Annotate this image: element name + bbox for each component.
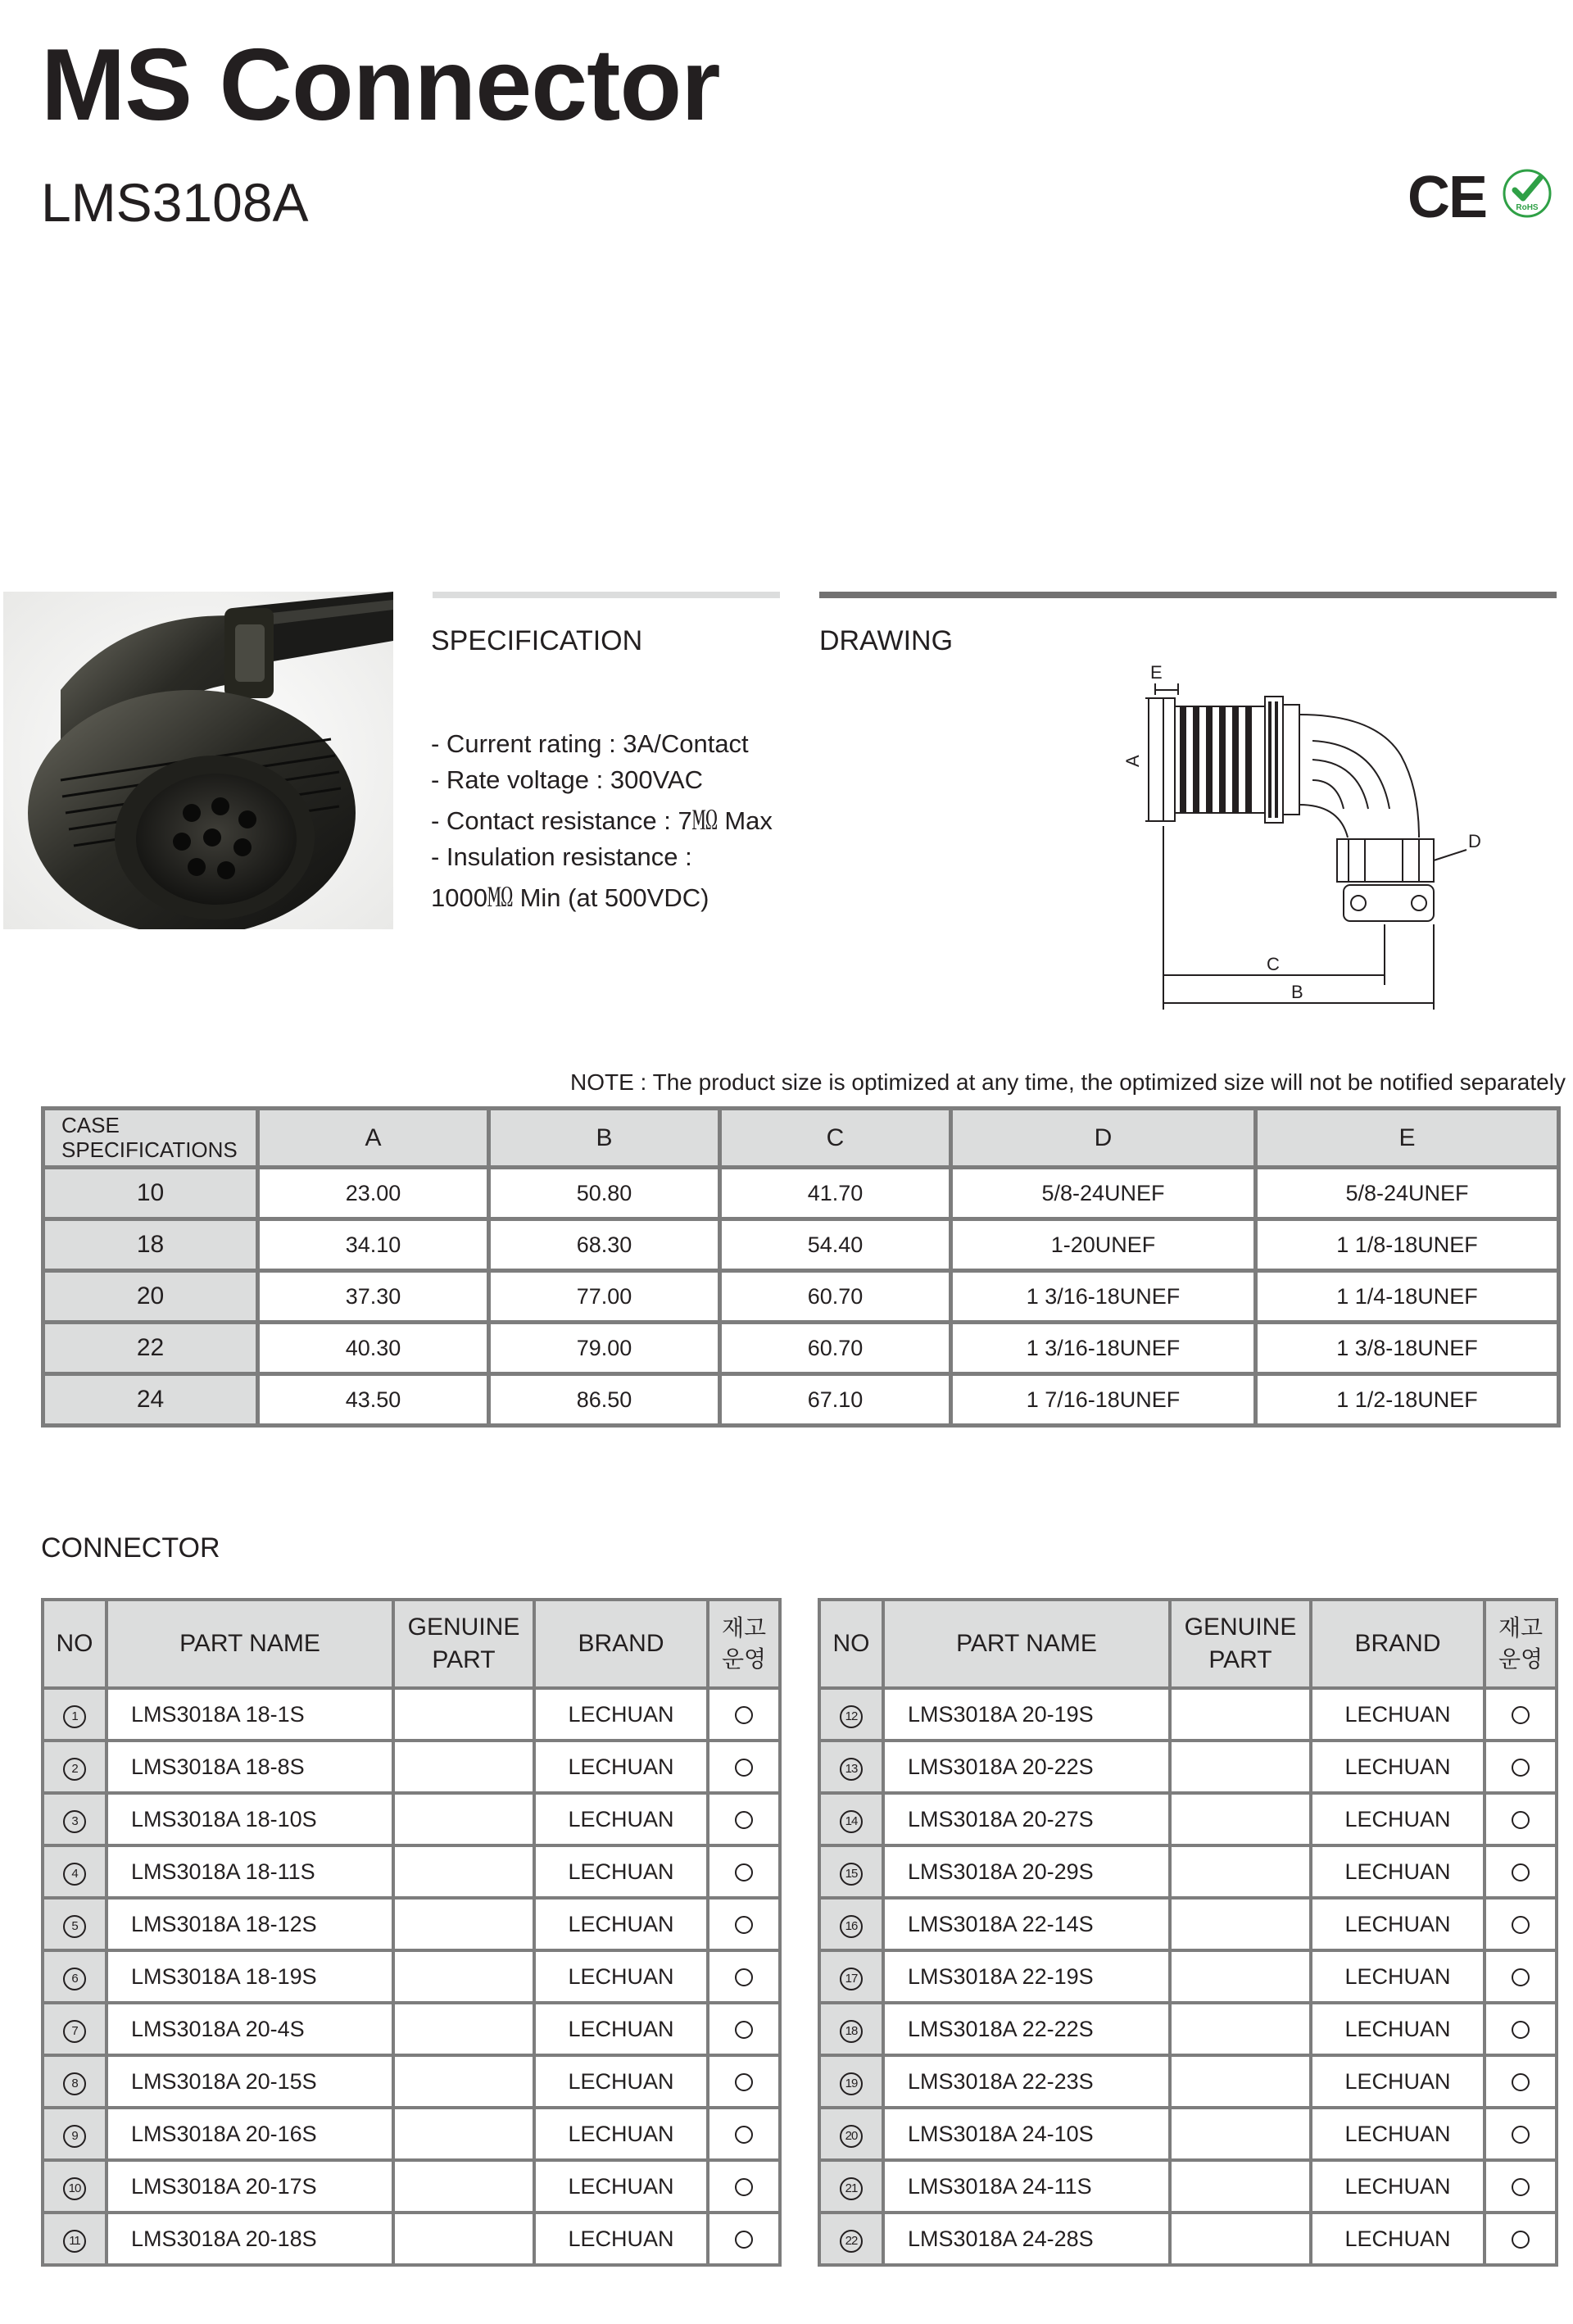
part-name: LMS3018A 18-12S [107,1898,393,1950]
spec-rate-voltage: - Rate voltage : 300VAC [431,765,703,794]
header-b: B [489,1109,720,1168]
connector-row [819,1898,1557,1950]
size-cell-case: 20 [43,1271,258,1323]
row-number [43,2003,107,2055]
specification-title: SPECIFICATION [431,625,643,656]
page-title: MS Connector [41,29,720,142]
part-name: LMS3018A 18-19S [107,1950,393,2003]
size-cell-a: 43.50 [258,1374,489,1426]
genuine-part [393,1845,534,1898]
connector-row [819,1741,1557,1793]
stock-cell [1485,2213,1557,2265]
connector-row [43,2108,780,2160]
stock-cell [708,2213,780,2265]
row-number-badge: 16 [840,1915,863,1938]
spec-insulation-resistance: - Insulation resistance : [431,842,692,871]
row-number [819,1898,883,1950]
part-name: LMS3018A 22-23S [883,2055,1170,2108]
drawing-label-d: D [1468,831,1481,851]
row-number-badge: 9 [63,2125,86,2148]
part-name: LMS3018A 20-29S [883,1845,1170,1898]
size-cell-a: 23.00 [258,1168,489,1219]
connector-row [43,2160,780,2213]
connector-row [819,2108,1557,2160]
stock-circle-icon [1512,1916,1530,1934]
stock-cell [708,1898,780,1950]
genuine-part [393,2055,534,2108]
stock-circle-icon [735,2178,753,2196]
connector-row [43,2213,780,2265]
row-number [819,1845,883,1898]
stock-circle-icon [735,1759,753,1777]
genuine-part [1170,1845,1311,1898]
header-brand: BRAND [534,1600,708,1688]
connector-row [43,1898,780,1950]
genuine-part [393,1950,534,2003]
model-number: LMS3108A [41,172,309,233]
header-c: C [720,1109,951,1168]
brand: LECHUAN [1311,1793,1485,1845]
connector-row [43,2055,780,2108]
row-number-badge: 19 [840,2072,863,2095]
size-cell-c: 41.70 [720,1168,951,1219]
stock-cell [1485,2003,1557,2055]
drawing-label-b: B [1291,982,1303,1002]
header-brand: BRAND [1311,1600,1485,1688]
genuine-part [393,1688,534,1741]
connector-row [43,1845,780,1898]
genuine-part [1170,1950,1311,2003]
stock-circle-icon [1512,2126,1530,2144]
genuine-part [1170,2108,1311,2160]
row-number [819,2055,883,2108]
brand: LECHUAN [1311,2108,1485,2160]
drawing-label-e: E [1150,665,1163,683]
part-name: LMS3018A 18-1S [107,1688,393,1741]
brand: LECHUAN [1311,2160,1485,2213]
stock-circle-icon [1512,1759,1530,1777]
connector-drawing [1098,665,1557,1036]
spec-current-rating: - Current rating : 3A/Contact [431,729,749,758]
brand: LECHUAN [534,2108,708,2160]
row-number-badge: 1 [63,1705,86,1728]
genuine-part [1170,2003,1311,2055]
connector-header-right [819,1600,1557,1688]
part-name: LMS3018A 20-18S [107,2213,393,2265]
row-number-badge: 6 [63,1968,86,1990]
row-number-badge: 21 [840,2177,863,2200]
size-cell-e: 1 3/8-18UNEF [1256,1323,1559,1374]
stock-circle-icon [1512,2021,1530,2039]
genuine-part [1170,2055,1311,2108]
stock-circle-icon [735,2021,753,2039]
part-name: LMS3018A 24-10S [883,2108,1170,2160]
rohs-mark [1502,168,1553,219]
brand: LECHUAN [1311,2213,1485,2265]
stock-cell [708,2003,780,2055]
connector-table-right [818,1598,1558,2267]
row-number [43,1741,107,1793]
row-number [819,1741,883,1793]
row-number-badge: 4 [63,1863,86,1886]
row-number-badge: 12 [840,1705,863,1728]
size-row [43,1374,1559,1426]
connector-row [819,2055,1557,2108]
part-name: LMS3018A 18-8S [107,1741,393,1793]
brand: LECHUAN [534,1741,708,1793]
row-number-badge: 3 [63,1810,86,1833]
size-cell-e: 1 1/2-18UNEF [1256,1374,1559,1426]
size-cell-c: 60.70 [720,1271,951,1323]
stock-cell [1485,2055,1557,2108]
header-e: E [1256,1109,1559,1168]
row-number [43,1688,107,1741]
brand: LECHUAN [1311,1898,1485,1950]
header-genuine-part: GENUINE PART [393,1600,534,1688]
connector-row [43,1688,780,1741]
brand: LECHUAN [534,2003,708,2055]
part-name: LMS3018A 22-14S [883,1898,1170,1950]
brand: LECHUAN [1311,1741,1485,1793]
size-cell-e: 5/8-24UNEF [1256,1168,1559,1219]
row-number-badge: 11 [63,2230,86,2253]
header-stock: 재고 운영 [708,1600,780,1688]
stock-cell [1485,2108,1557,2160]
connector-row [819,2160,1557,2213]
size-cell-case: 10 [43,1168,258,1219]
stock-cell [1485,1688,1557,1741]
size-row [43,1271,1559,1323]
connector-row [819,1688,1557,1741]
connector-row [819,1845,1557,1898]
stock-circle-icon [735,2126,753,2144]
specification-list [431,729,773,919]
stock-cell [1485,2160,1557,2213]
header-no: NO [43,1600,107,1688]
row-number [43,2160,107,2213]
row-number [43,1950,107,2003]
genuine-part [393,1793,534,1845]
size-cell-b: 77.00 [489,1271,720,1323]
row-number-badge: 13 [840,1758,863,1781]
connector-row [43,2003,780,2055]
row-number-badge: 2 [63,1758,86,1781]
row-number-badge: 17 [840,1968,863,1990]
spec-contact-resistance: - Contact resistance : 7㏁ Max [431,806,773,835]
brand: LECHUAN [534,1845,708,1898]
stock-circle-icon [735,1863,753,1881]
drawing-title: DRAWING [819,625,954,656]
brand: LECHUAN [1311,1950,1485,2003]
part-name: LMS3018A 18-11S [107,1845,393,1898]
brand: LECHUAN [1311,1845,1485,1898]
stock-cell [1485,1845,1557,1898]
specification-bar [433,592,780,598]
brand: LECHUAN [534,2160,708,2213]
connector-row [43,1793,780,1845]
size-cell-c: 67.10 [720,1374,951,1426]
size-cell-d: 5/8-24UNEF [951,1168,1256,1219]
rohs-label: RoHS [1516,203,1539,212]
brand: LECHUAN [534,1793,708,1845]
part-name: LMS3018A 18-10S [107,1793,393,1845]
genuine-part [393,2213,534,2265]
genuine-part [393,2108,534,2160]
row-number-badge: 20 [840,2125,863,2148]
genuine-part [393,1898,534,1950]
size-note: NOTE : The product size is optimized at any time, the optimized size will not be notified separately [570,1069,1566,1095]
size-cell-b: 68.30 [489,1219,720,1271]
row-number [43,1898,107,1950]
genuine-part [393,1741,534,1793]
brand: LECHUAN [1311,2003,1485,2055]
spec-insulation-value: 1000㏁ Min (at 500VDC) [431,883,709,912]
row-number [43,2055,107,2108]
size-cell-a: 34.10 [258,1219,489,1271]
stock-circle-icon [1512,2178,1530,2196]
header-part-name: PART NAME [883,1600,1170,1688]
stock-cell [1485,1898,1557,1950]
stock-cell [708,2160,780,2213]
ce-mark: CE [1408,165,1487,230]
connector-row [819,1950,1557,2003]
row-number [43,2108,107,2160]
size-cell-d: 1 7/16-18UNEF [951,1374,1256,1426]
stock-circle-icon [1512,2073,1530,2091]
size-cell-a: 37.30 [258,1271,489,1323]
size-cell-case: 18 [43,1219,258,1271]
row-number [819,2108,883,2160]
connector-row [43,1950,780,2003]
genuine-part [1170,1741,1311,1793]
part-name: LMS3018A 22-22S [883,2003,1170,2055]
row-number-badge: 8 [63,2072,86,2095]
connector-header-left [43,1600,780,1688]
row-number-badge: 15 [840,1863,863,1886]
stock-cell [708,1688,780,1741]
stock-cell [708,2055,780,2108]
stock-circle-icon [735,1811,753,1829]
connector-title: CONNECTOR [41,1532,220,1564]
row-number [819,1793,883,1845]
brand: LECHUAN [534,2213,708,2265]
drawing-label-c: C [1267,954,1280,974]
header-stock: 재고 운영 [1485,1600,1557,1688]
stock-circle-icon [1512,1968,1530,1986]
connector-table-left [41,1598,782,2267]
row-number [819,2160,883,2213]
size-cell-a: 40.30 [258,1323,489,1374]
part-name: LMS3018A 24-28S [883,2213,1170,2265]
header-genuine-part: GENUINE PART [1170,1600,1311,1688]
stock-circle-icon [735,2231,753,2249]
part-name: LMS3018A 24-11S [883,2160,1170,2213]
drawing-label-a: A [1122,755,1143,767]
connector-row [819,2213,1557,2265]
genuine-part [1170,2160,1311,2213]
size-cell-d: 1 3/16-18UNEF [951,1323,1256,1374]
stock-cell [1485,1793,1557,1845]
genuine-part [1170,1793,1311,1845]
connector-row [43,1741,780,1793]
size-cell-case: 24 [43,1374,258,1426]
connector-row [819,2003,1557,2055]
row-number [819,2003,883,2055]
header-d: D [951,1109,1256,1168]
stock-cell [708,1845,780,1898]
stock-cell [1485,1741,1557,1793]
header-part-name: PART NAME [107,1600,393,1688]
size-cell-d: 1 3/16-18UNEF [951,1271,1256,1323]
brand: LECHUAN [534,1898,708,1950]
genuine-part [393,2160,534,2213]
part-name: LMS3018A 20-22S [883,1741,1170,1793]
stock-circle-icon [735,1916,753,1934]
genuine-part [1170,1898,1311,1950]
size-cell-e: 1 1/8-18UNEF [1256,1219,1559,1271]
drawing-bar [819,592,1557,598]
genuine-part [393,2003,534,2055]
part-name: LMS3018A 20-27S [883,1793,1170,1845]
part-name: LMS3018A 20-4S [107,2003,393,2055]
header-no: NO [819,1600,883,1688]
row-number [43,2213,107,2265]
genuine-part [1170,2213,1311,2265]
size-row [43,1219,1559,1271]
stock-cell [708,2108,780,2160]
size-cell-d: 1-20UNEF [951,1219,1256,1271]
brand: LECHUAN [1311,1688,1485,1741]
stock-cell [708,1950,780,2003]
size-table-header [43,1109,1559,1168]
brand: LECHUAN [534,1950,708,2003]
size-table [41,1106,1561,1428]
brand: LECHUAN [1311,2055,1485,2108]
row-number [43,1793,107,1845]
stock-circle-icon [735,2073,753,2091]
row-number [43,1845,107,1898]
part-name: LMS3018A 20-15S [107,2055,393,2108]
row-number-badge: 22 [840,2230,863,2253]
size-cell-e: 1 1/4-18UNEF [1256,1271,1559,1323]
stock-circle-icon [1512,2231,1530,2249]
row-number-badge: 10 [63,2177,86,2200]
genuine-part [1170,1688,1311,1741]
row-number [819,1950,883,2003]
stock-cell [708,1793,780,1845]
size-cell-b: 50.80 [489,1168,720,1219]
row-number-badge: 5 [63,1915,86,1938]
connector-row [819,1793,1557,1845]
part-name: LMS3018A 22-19S [883,1950,1170,2003]
header-case: CASE SPECIFICATIONS [43,1109,258,1168]
header-a: A [258,1109,489,1168]
stock-circle-icon [1512,1706,1530,1724]
brand: LECHUAN [534,2055,708,2108]
size-cell-c: 54.40 [720,1219,951,1271]
size-row [43,1168,1559,1219]
stock-circle-icon [1512,1811,1530,1829]
size-row [43,1323,1559,1374]
row-number [819,2213,883,2265]
size-cell-c: 60.70 [720,1323,951,1374]
size-cell-b: 86.50 [489,1374,720,1426]
stock-cell [708,1741,780,1793]
row-number-badge: 14 [840,1810,863,1833]
stock-cell [1485,1950,1557,2003]
part-name: LMS3018A 20-17S [107,2160,393,2213]
size-cell-b: 79.00 [489,1323,720,1374]
stock-circle-icon [735,1706,753,1724]
row-number-badge: 18 [840,2020,863,2043]
size-cell-case: 22 [43,1323,258,1374]
brand: LECHUAN [534,1688,708,1741]
row-number [819,1688,883,1741]
product-photo [3,592,393,929]
part-name: LMS3018A 20-19S [883,1688,1170,1741]
stock-circle-icon [735,1968,753,1986]
part-name: LMS3018A 20-16S [107,2108,393,2160]
row-number-badge: 7 [63,2020,86,2043]
stock-circle-icon [1512,1863,1530,1881]
